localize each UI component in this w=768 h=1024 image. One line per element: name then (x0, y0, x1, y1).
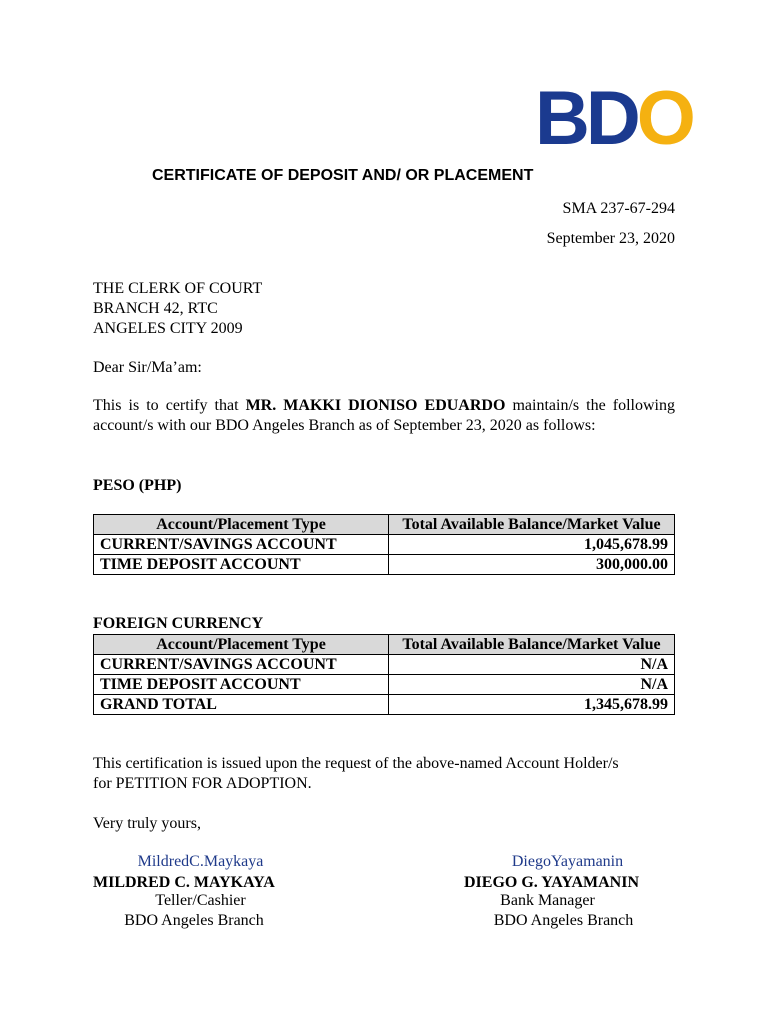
addressee-line: ANGELES CITY 2009 (93, 320, 243, 337)
body-pre: This is to certify that (93, 397, 246, 414)
logo-letter-o: O (636, 76, 692, 161)
logo-letter-b: B (535, 76, 586, 161)
document-title: CERTIFICATE OF DEPOSIT AND/ OR PLACEMENT (152, 167, 534, 184)
signatory-role: Bank Manager (500, 892, 595, 909)
account-type-cell: CURRENT/SAVINGS ACCOUNT (94, 655, 389, 675)
document-date: September 23, 2020 (546, 230, 675, 247)
table-row (94, 675, 675, 695)
balance-cell: 300,000.00 (389, 555, 675, 575)
balance-cell: N/A (389, 675, 675, 695)
foreign-table (93, 634, 675, 715)
table-header-row (94, 515, 675, 535)
balance-cell: 1,345,678.99 (389, 695, 675, 715)
account-type-cell: CURRENT/SAVINGS ACCOUNT (94, 535, 389, 555)
peso-heading: PESO (PHP) (93, 477, 182, 494)
logo-letter-d: D (585, 76, 637, 161)
header-balance: Total Available Balance/Market Value (389, 635, 675, 655)
signatory-name: MILDRED C. MAYKAYA (93, 874, 275, 891)
account-type-cell: TIME DEPOSIT ACCOUNT (94, 675, 389, 695)
closing-paragraph: This certification is issued upon the request of the above-named Account Holder/s for PETITION FOR ADOPTION. (93, 755, 619, 792)
account-holder-name: MR. MAKKI DIONISO EDUARDO (245, 397, 506, 414)
signatory-branch: BDO Angeles Branch (124, 912, 264, 929)
salutation: Dear Sir/Ma’am: (93, 359, 202, 376)
table-row (94, 695, 675, 715)
addressee-block (93, 279, 493, 339)
closing-salutation: Very truly yours, (93, 815, 201, 832)
certification-paragraph (93, 396, 675, 436)
signatory-role: Teller/Cashier (155, 892, 246, 909)
signature-mildred: MildredC.Maykaya (137, 853, 264, 870)
account-type-cell: TIME DEPOSIT ACCOUNT (94, 555, 389, 575)
header-account-type: Account/Placement Type (94, 635, 389, 655)
table-row (94, 535, 675, 555)
bdo-logo (535, 76, 725, 161)
foreign-heading: FOREIGN CURRENCY (93, 615, 264, 632)
table-header-row (94, 635, 675, 655)
balance-cell: 1,045,678.99 (389, 535, 675, 555)
signature-diego: DiegoYayamanin (511, 853, 624, 870)
table-row (94, 655, 675, 675)
addressee-line: THE CLERK OF COURT (93, 280, 263, 297)
balance-cell: N/A (389, 655, 675, 675)
signatory-name: DIEGO G. YAYAMANIN (464, 874, 639, 891)
account-type-cell: GRAND TOTAL (94, 695, 389, 715)
peso-table (93, 514, 675, 575)
body-post: maintain/s the following account/s with our BDO Angeles Branch as of September 23, 2020 as follows: (93, 397, 676, 434)
table-row (94, 555, 675, 575)
reference-number: SMA 237-67-294 (562, 200, 675, 217)
addressee-line: BRANCH 42, RTC (93, 300, 218, 317)
header-account-type: Account/Placement Type (94, 515, 389, 535)
header-balance: Total Available Balance/Market Value (389, 515, 675, 535)
signatory-branch: BDO Angeles Branch (493, 912, 634, 929)
